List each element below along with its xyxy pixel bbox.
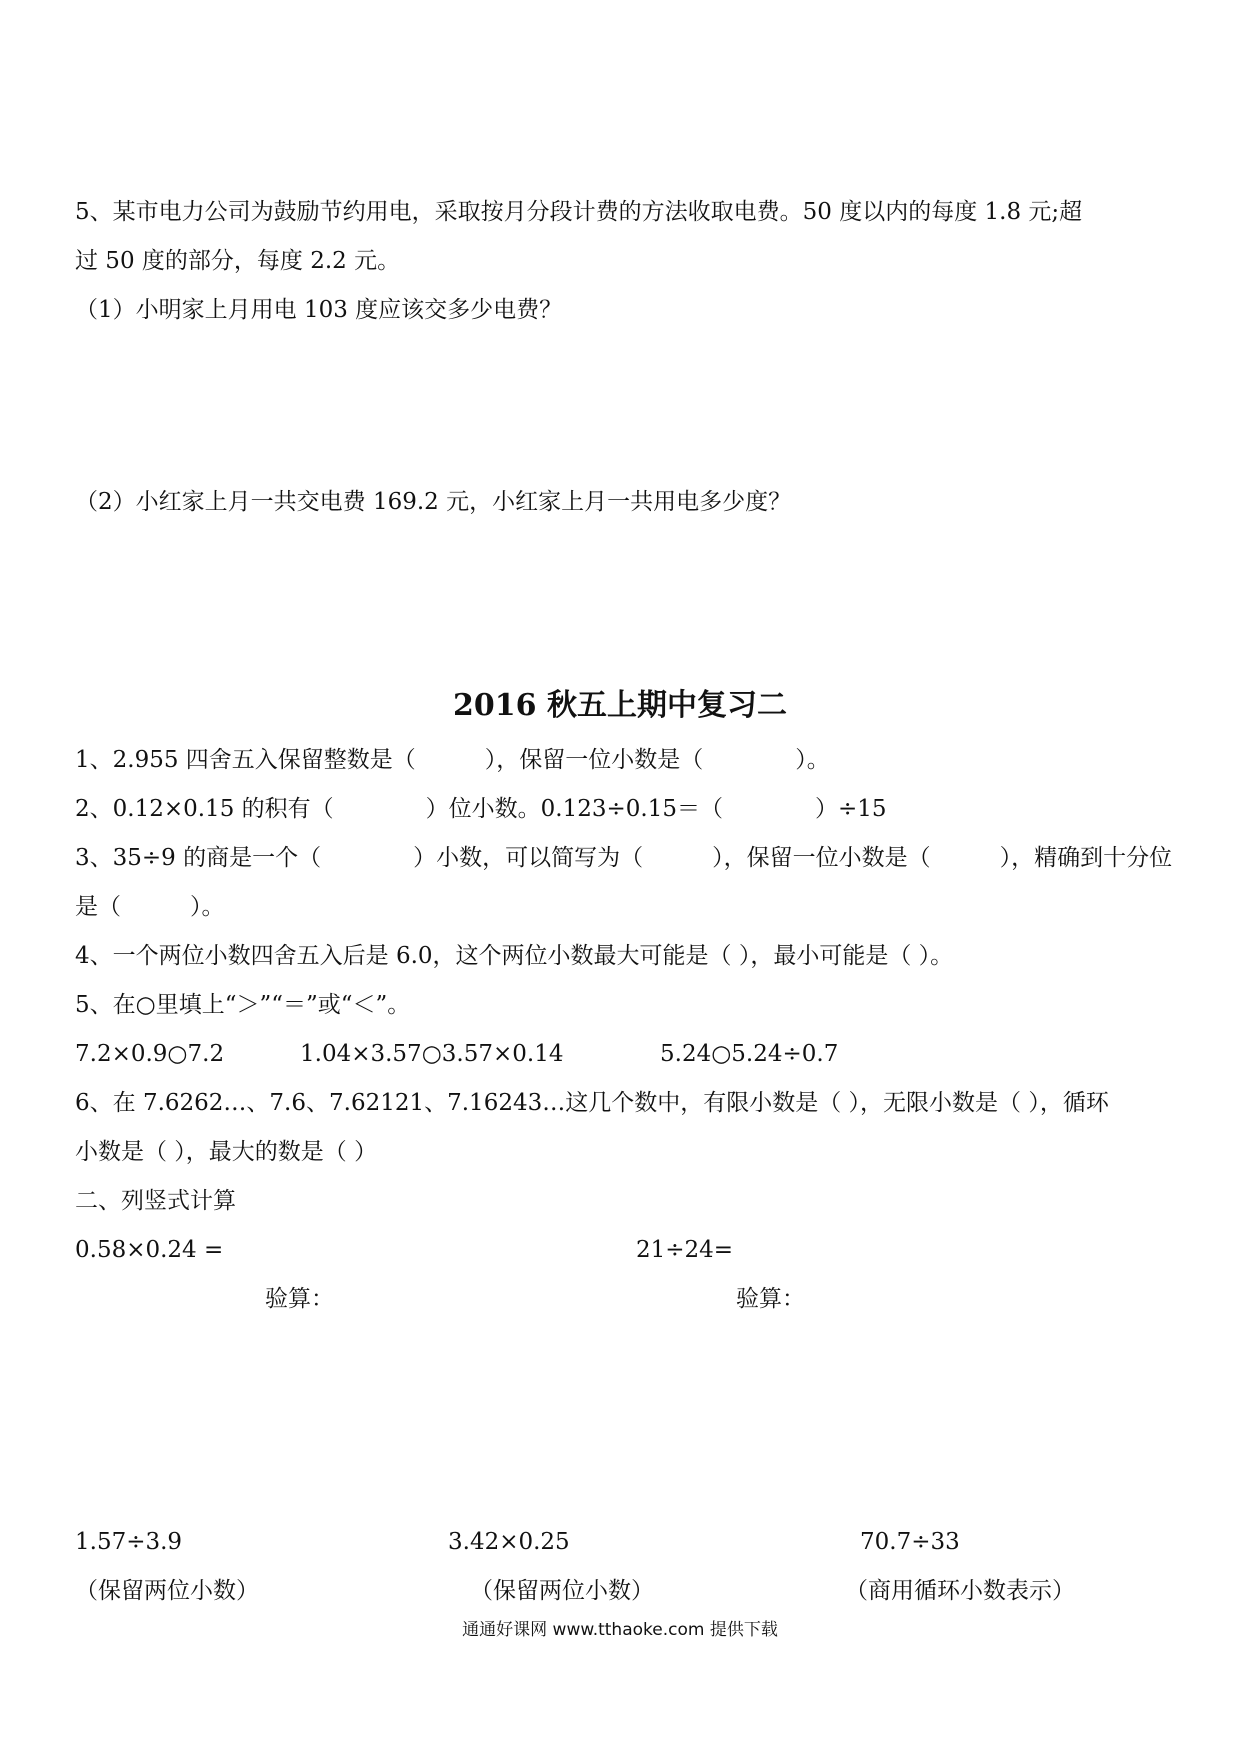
footer-source: 通通好课网 www.tthaoke.com 提供下载 [462,1620,778,1640]
check-label-1: 验算： [265,1286,334,1312]
problem-5-sub-2: （2）小红家上月一共交电费 169.2 元，小红家上月一共用电多少度？ [75,489,792,515]
question-6-line-1: 6、在 7.6262…、7.6、7.62121、7.16243…这几个数中，有限小数是（ ），无限小数是（ ），循环 [75,1090,1109,1116]
question-5: 5、在○里填上“＞”“＝”或“＜”。 [75,992,411,1018]
section-2-heading: 二、列竖式计算 [75,1188,236,1214]
question-3-line-2: 是（ ）。 [75,894,225,920]
problem-5-line-2: 过 50 度的部分，每度 2.2 元。 [75,248,401,274]
calc-2: 21÷24= [636,1237,734,1263]
calc-5-note: （商用循环小数表示） [845,1578,1075,1604]
compare-item-1: 7.2×0.9○7.2 [75,1041,225,1067]
check-label-2: 验算： [736,1286,805,1312]
question-1: 1、2.955 四舍五入保留整数是（ ），保留一位小数是（ ）。 [75,747,830,773]
calc-4-note: （保留两位小数） [470,1578,654,1604]
question-2: 2、0.12×0.15 的积有（ ）位小数。0.123÷0.15＝（ ）÷15 [75,796,887,822]
problem-5-sub-1: （1）小明家上月用电 103 度应该交多少电费？ [75,297,563,323]
calc-1: 0.58×0.24 = [75,1237,224,1263]
calc-5-expr: 70.7÷33 [860,1529,960,1555]
compare-item-2: 1.04×3.57○3.57×0.14 [300,1041,564,1067]
problem-5-line-1: 5、某市电力公司为鼓励节约用电，采取按月分段计费的方法收取电费。50 度以内的每度 1.8 元;超 [75,199,1083,225]
question-4: 4、一个两位小数四舍五入后是 6.0，这个两位小数最大可能是（ ），最小可能是（ ）。 [75,943,954,969]
question-3-line-1: 3、35÷9 的商是一个（ ）小数，可以简写为（ ），保留一位小数是（ ），精确到十分位 [75,845,1173,871]
calc-3-expr: 1.57÷3.9 [75,1529,183,1555]
question-6-line-2: 小数是（ ），最大的数是（ ） [75,1139,378,1165]
calc-4-expr: 3.42×0.25 [448,1529,570,1555]
section-title: 2016 秋五上期中复习二 [453,688,787,723]
compare-item-3: 5.24○5.24÷0.7 [660,1041,839,1067]
calc-3-note: （保留两位小数） [75,1578,259,1604]
